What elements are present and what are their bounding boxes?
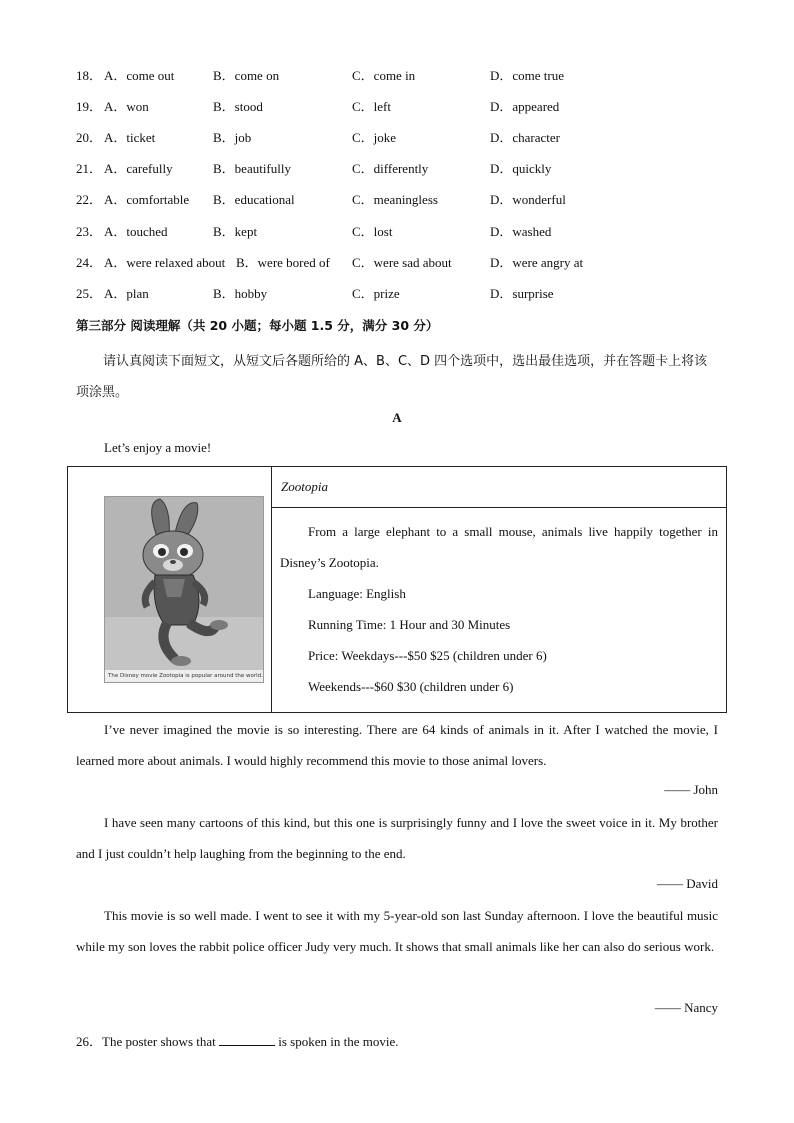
- question-text-after: is spoken in the movie.: [278, 1034, 399, 1049]
- question-number: 23．: [76, 224, 103, 239]
- poster-price-weekends: Weekends---$60 $30 (children under 6): [308, 679, 514, 694]
- movie-photo: [104, 496, 264, 683]
- option-a: A．carefully: [104, 161, 173, 176]
- option-d: D．come true: [490, 68, 565, 83]
- option-b: B．hobby: [213, 286, 268, 301]
- option-a: A．comfortable: [104, 192, 190, 207]
- poster-description: From a large elephant to a small mouse, animals live happily together in Disney’s Zootopia.: [280, 524, 718, 570]
- poster-info-cell: [272, 508, 727, 713]
- option-b: B．job: [213, 130, 252, 145]
- poster-title: Zootopia: [272, 467, 727, 508]
- review-author: —— John: [664, 782, 718, 797]
- option-a: A．won: [104, 99, 149, 114]
- section-title: 第三部分 阅读理解（共 20 小题；每小题 1.5 分，满分 30 分）: [76, 318, 439, 333]
- review-text: I have seen many cartoons of this kind, but this one is surprisingly funny and I love the sweet voice in it. My brother and I just couldn’t help laughing from the beginning to the end.: [76, 815, 718, 861]
- option-a: A．come out: [104, 68, 175, 83]
- option-a: A．plan: [104, 286, 149, 301]
- movie-poster-table: [67, 466, 727, 713]
- review-author: —— Nancy: [654, 1000, 718, 1015]
- rabbit-illustration: [105, 497, 263, 682]
- poster-running-time: Running Time: 1 Hour and 30 Minutes: [308, 617, 511, 632]
- question-number: 24．: [76, 255, 103, 270]
- question-number: 20．: [76, 130, 103, 145]
- option-d: D．character: [490, 130, 561, 145]
- review-author: —— David: [656, 876, 718, 891]
- option-c: C．meaningless: [352, 192, 438, 207]
- option-c: C．come in: [352, 68, 416, 83]
- question-26: [76, 1031, 399, 1050]
- question-number: 26．: [76, 1034, 103, 1049]
- passage-label: A: [392, 410, 402, 425]
- question-number: 21．: [76, 161, 103, 176]
- review-text: This movie is so well made. I went to see it with my 5-year-old son last Sunday afternoon. I love the beautiful music while my son loves the rabbit police officer Judy very much. It shows that small animals like her can also do serious work.: [76, 908, 718, 954]
- option-b: B．kept: [213, 224, 258, 239]
- option-d: D．quickly: [490, 161, 552, 176]
- question-number: 22．: [76, 192, 103, 207]
- option-d: D．surprise: [490, 286, 554, 301]
- question-number: 25．: [76, 286, 103, 301]
- option-c: C．were sad about: [352, 255, 452, 270]
- section-instructions: 请认真阅读下面短文，从短文后各题所给的 A、B、C、D 四个选项中，选出最佳选项，并在答题卡上将该项涂黑。: [76, 354, 708, 400]
- question-number: 18．: [76, 68, 103, 83]
- poster-language: Language: English: [308, 586, 406, 601]
- option-b: B．educational: [213, 192, 295, 207]
- option-c: C．prize: [352, 286, 400, 301]
- review-text: I’ve never imagined the movie is so interesting. There are 64 kinds of animals in it. After I watched the movie, I learned more about animals. I would highly recommend this movie to those animal lovers.: [76, 722, 718, 768]
- option-d: D．washed: [490, 224, 552, 239]
- option-c: C．differently: [352, 161, 429, 176]
- photo-caption: The Disney movie Zootopia is popular around the world.: [105, 670, 263, 682]
- option-b: B．stood: [213, 99, 263, 114]
- option-b: B．were bored of: [236, 255, 330, 270]
- option-c: C．joke: [352, 130, 397, 145]
- poster-image-cell: [68, 467, 272, 713]
- option-d: D．wonderful: [490, 192, 566, 207]
- question-number: 19．: [76, 99, 103, 114]
- option-c: C．lost: [352, 224, 393, 239]
- option-b: B．beautifully: [213, 161, 291, 176]
- option-a: A．were relaxed about: [104, 255, 226, 270]
- option-b: B．come on: [213, 68, 280, 83]
- option-d: D．appeared: [490, 99, 560, 114]
- option-a: A．touched: [104, 224, 168, 239]
- option-c: C．left: [352, 99, 391, 114]
- option-a: A．ticket: [104, 130, 156, 145]
- passage-lead: Let’s enjoy a movie!: [104, 440, 212, 455]
- answer-blank[interactable]: [219, 1033, 275, 1046]
- question-text-before: The poster shows that: [102, 1034, 216, 1049]
- option-d: D．were angry at: [490, 255, 584, 270]
- poster-price-weekdays: Price: Weekdays---$50 $25 (children under 6): [308, 648, 547, 663]
